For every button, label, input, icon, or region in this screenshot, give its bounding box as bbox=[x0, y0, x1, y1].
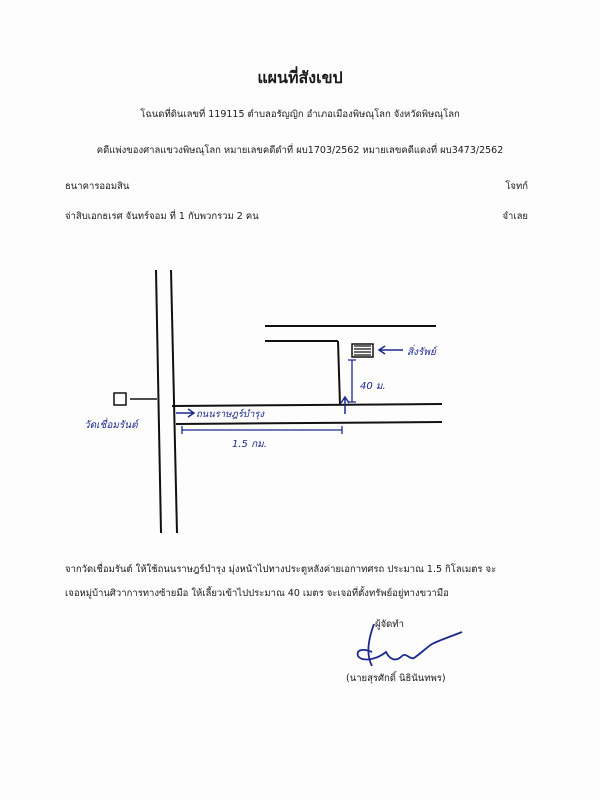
road-top-edge bbox=[172, 404, 442, 406]
defendant-name: จ่าสิบเอกธเรศ จันทร์จอม ที่ 1 กับพวกรวม 2 คน bbox=[65, 211, 259, 222]
case-line: คดีแพ่งของศาลแขวงพิษณุโลก หมายเลขคดีดำที่ ผบ1703/2562 หมายเลขคดีแดงที่ ผบ3473/2562 bbox=[96, 145, 504, 156]
arrow-left-icon bbox=[379, 346, 403, 354]
deed-line: โฉนดที่ดินเลขที่ 119115 ตำบลอรัญญิก อำเภอเมืองพิษณุโลก จังหวัดพิษณุโลก bbox=[140, 109, 460, 120]
defendant-role: จำเลย bbox=[502, 211, 528, 222]
directions-paragraph bbox=[65, 558, 545, 606]
road-edge-right bbox=[171, 270, 177, 533]
signer-name: (นายสุรศักดิ์ นิธินันทพร) bbox=[346, 673, 446, 684]
prepared-by-label: ผู้จัดทำ bbox=[375, 619, 404, 630]
directions-line-2: เจอหมู่บ้านศิวาการทางซ้ายมือ ให้เลี้ยวเข้าไปประมาณ 40 เมตร จะเจอที่ตั้งทรัพย์อยู่ทางขวามือ bbox=[65, 588, 449, 599]
arrow-right-icon bbox=[176, 409, 194, 417]
distance-lane-label: 40 ม. bbox=[360, 381, 386, 392]
page-title: แผนที่สังเขป bbox=[257, 68, 343, 87]
temple-label: วัดเชื่อมรันต์ bbox=[84, 420, 138, 431]
property-label: สิ่งรัพย์ bbox=[407, 347, 436, 358]
distance-road-label: 1.5 กม. bbox=[232, 439, 267, 450]
plaintiff-name: ธนาคารออมสิน bbox=[65, 181, 130, 192]
road-bottom-edge bbox=[176, 422, 442, 424]
lane-vertical-edge bbox=[338, 341, 340, 405]
road-edge-left bbox=[156, 270, 161, 533]
property-hatch bbox=[354, 346, 371, 355]
road-label: ถนนราษฎร์บำรุง bbox=[196, 409, 265, 420]
directions-line-1: จากวัดเชื่อมรันต์ ให้ใช้ถนนราษฎร์บำรุง มุ่งหน้าไปทางประตูหลังค่ายเอกาทศรถ ประมาณ 1.5 กิโลเมตร จะ bbox=[65, 564, 497, 575]
plaintiff-role: โจทก์ bbox=[505, 181, 528, 192]
temple-marker bbox=[114, 393, 126, 405]
